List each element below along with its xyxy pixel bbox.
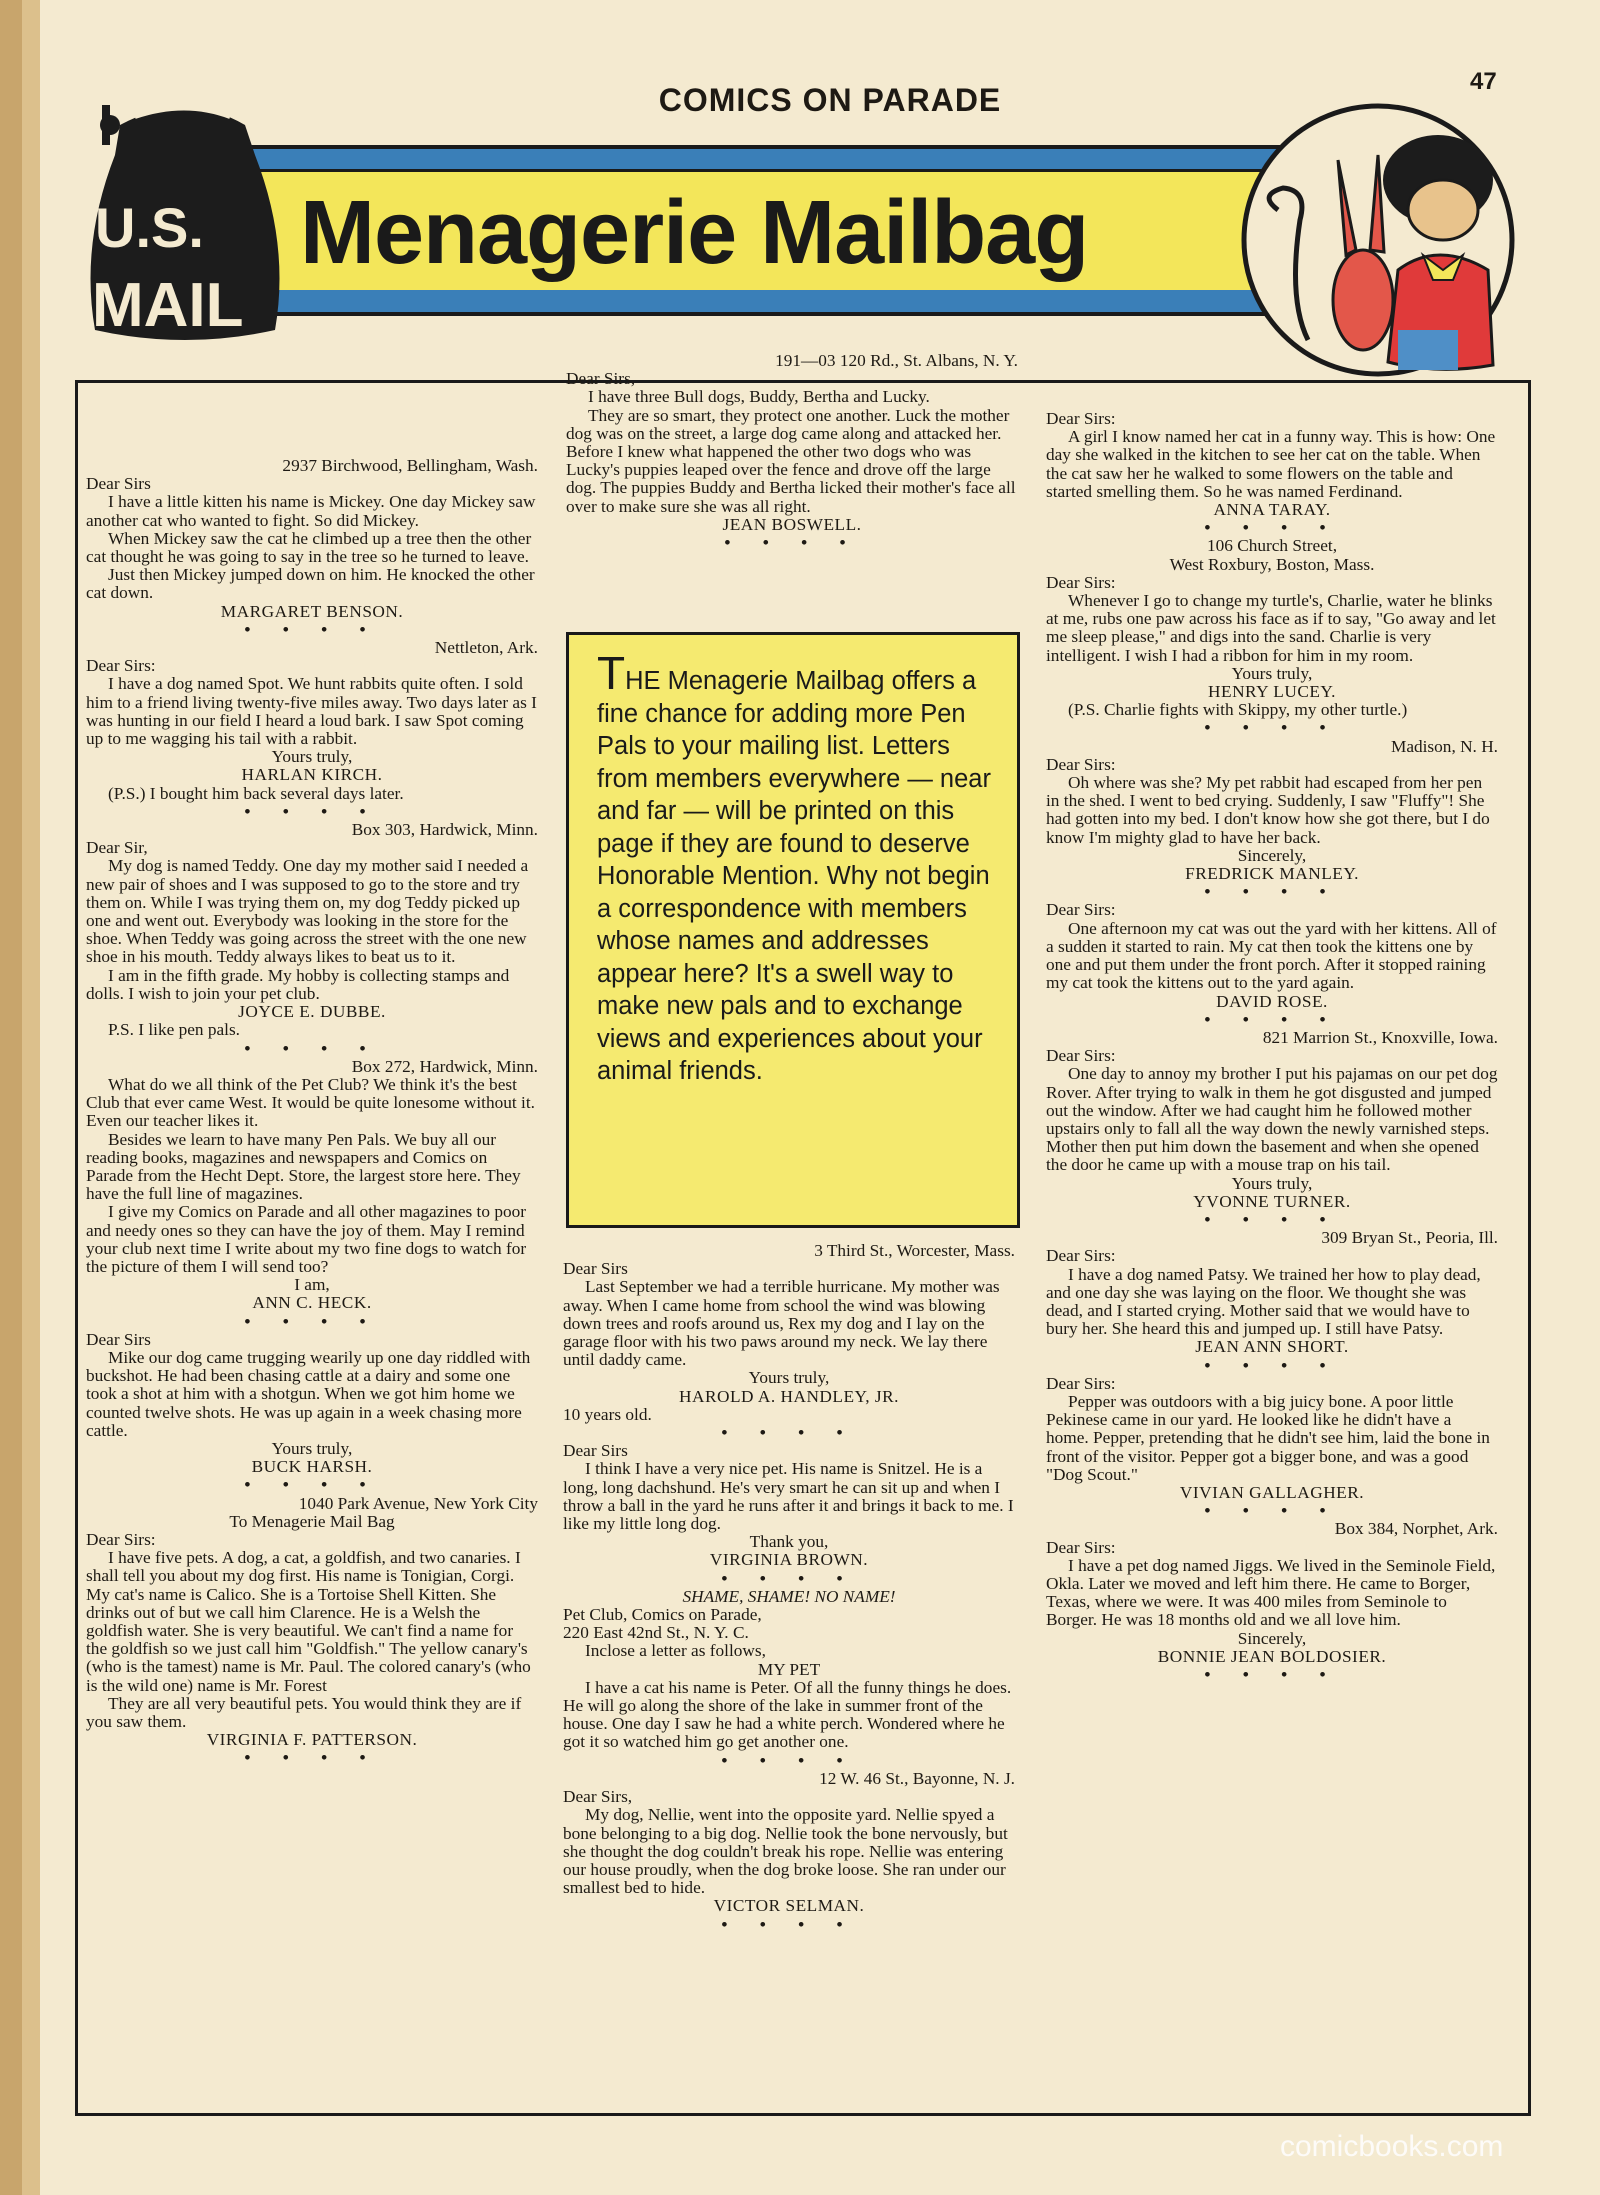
announcement-box (566, 632, 1020, 1228)
separator-dots: • • • • (244, 1311, 380, 1331)
letters-column-right (1046, 410, 1498, 1684)
letter-line: A girl I know named her cat in a funny way. This is how: One day she walked in the kitchen to see her cat on the table. When the cat saw her he walked to some flowers on the table and started smelling them. So he was named Ferdinand. (1046, 427, 1496, 501)
letter-signature: VIVIAN GALLAGHER. (1179, 1482, 1365, 1502)
letter-signature: HAROLD A. HANDLEY, JR. (679, 1386, 899, 1406)
letter-line: Madison, N. H. (1390, 736, 1498, 756)
separator-dots: • • • • (1204, 882, 1340, 902)
letter-line: Mike our dog came trugging wearily up one day riddled with buckshot. He had been chasing cattle at a dairy and some one took a shot at him with a shotgun. When we got him home we counted twelve shots. He was up again in a week chasing more cattle. (86, 1347, 531, 1440)
letter-line: Dear Sir, (86, 838, 148, 858)
page-number: 47 (1470, 68, 1497, 95)
letter-line: Yours truly, (271, 1438, 353, 1458)
letter-line: One afternoon my cat was out the yard with her kittens. All of a sudden it started to rain. My cat then took the kittens one by one and put them under the front porch. After it stopped raining my cat took the kittens out to the yard again. (1046, 918, 1497, 993)
letter-signature: VIRGINIA BROWN. (709, 1550, 869, 1570)
letter-line: Sincerely, (1237, 1628, 1307, 1648)
letter-line: 191—03 120 Rd., St. Albans, N. Y. (775, 351, 1018, 370)
letter-line: Dear Sirs (86, 1329, 151, 1349)
animal-mascots-illustration (1238, 100, 1518, 380)
site-watermark: comicbooks.com (1280, 2130, 1504, 2163)
letter-line: I give my Comics on Parade and all other magazines to poor and needy ones so they can have the joy of them. May I remind your club next time I write about my two fine dogs to watch for the picture of them I will send too? (86, 1202, 527, 1276)
letter-line: My dog is named Teddy. One day my mother said I needed a new pair of shoes and I was supposed to go to the store and try them on. While I was trying them on, my dog Teddy picked up one and went out. Everybody was looking in the store for the shoe. When Teddy was going across the street with the one new shoe in his mouth. Teddy always likes to beat us to it. (86, 856, 529, 967)
separator-dots: • • • • (1204, 1665, 1340, 1685)
letter-line: Pet Club, Comics on Parade, (563, 1605, 762, 1625)
letter-signature: VIRGINIA F. PATTERSON. (206, 1730, 418, 1750)
letter-signature: YVONNE TURNER. (1193, 1191, 1351, 1211)
separator-dots: • • • • (244, 1475, 380, 1495)
letter-line: They are so smart, they protect one another. Luck the mother dog was on the street, a large dog came along and attacked her. Before I knew what happened the other two dogs who was Lucky's puppies leaped over the fence and drove off the large dog. The puppies Buddy and Bertha licked their mother's face all over to make sure she was all right. (566, 405, 1016, 516)
letter-line: Yours truly, (1231, 1173, 1313, 1193)
letter-signature: HENRY LUCEY. (1208, 682, 1336, 702)
letter-signature: MARGARET BENSON. (220, 601, 404, 621)
letter-line: What do we all think of the Pet Club? We think it's the best Club that ever came West. It would be quite lonesome without it. Even our teacher likes it. (86, 1074, 535, 1131)
letter-line: Yours truly, (748, 1368, 830, 1388)
page-title: Menagerie Mailbag (300, 183, 1089, 283)
letter-line: Dear Sirs: (1046, 754, 1116, 774)
letters-column-left (86, 457, 538, 1768)
separator-dots: • • • • (721, 1423, 857, 1443)
letter-line: I have five pets. A dog, a cat, a goldfish, and two canaries. I shall tell you about my dog first. His name is Tonigian, Corgi. My cat's name is Calico. She is a Tortoise Shell Kitten. She drinks out of but we call him Clarence. He is a Welsh the goldfish water. She is very beautiful. We can't find a name for the goldfish so we just call him "Goldfish." The yellow canary's (who is the tamest) name is Mr. Paul. The colored canary's (who is the wild one) name is Mr. Forest (86, 1548, 531, 1695)
letter-line: Dear Sirs: (1046, 572, 1116, 592)
letter-line: 12 W. 46 St., Bayonne, N. J. (819, 1768, 1015, 1788)
letter-line: 821 Marrion St., Knoxville, Iowa. (1262, 1027, 1498, 1047)
letter-line: Dear Sirs (563, 1259, 628, 1279)
letter-line: One day to annoy my brother I put his pajamas on our pet dog Rover. After trying to walk in them he got disgusted and jumped out the window. After we had caught him he followed mother upstairs only to fall all the way down the newly varnished steps. Mother then put him down the basement and when she opened the door he came up with a mouse trap on his tail. (1046, 1064, 1498, 1175)
letter-line: Dear Sirs: (86, 1529, 156, 1549)
letter-signature: BONNIE JEAN BOLDOSIER. (1157, 1646, 1387, 1666)
banner-stripe-bottom (200, 290, 1290, 316)
letter-line: Dear Sirs, (566, 369, 636, 389)
letter-signature: JEAN BOSWELL. (722, 514, 862, 534)
letter-line: MY PET (757, 1659, 821, 1679)
separator-dots: • • • • (1204, 1355, 1340, 1375)
letter-line: I am in the fifth grade. My hobby is collecting stamps and dolls. I wish to join your pet club. (86, 965, 510, 1003)
letter-line: Dear Sirs: (1046, 1046, 1116, 1066)
letter-line: They are all very beautiful pets. You would think they are if you saw them. (86, 1693, 522, 1732)
separator-dots: • • • • (244, 1748, 380, 1768)
letter-line: 2937 Birchwood, Bellingham, Wash. (282, 456, 538, 475)
letter-line: 220 East 42nd St., N. Y. C. (563, 1623, 749, 1643)
letter-line: My dog, Nellie, went into the opposite yard. Nellie spyed a bone belonging to a big dog. Nellie took the bone nervously, but she thought the dog couldn't break his rope. Nellie was entering our house proudly, when the dog broke loose. She ran under our smallest bed to hide. (563, 1805, 1008, 1898)
letter-line: P.S. I like pen pals. (108, 1020, 241, 1040)
letter-line: I think I have a very nice pet. His name is Snitzel. He is a long, long dachshund. He's very smart he can sit up and when I throw a ball in the yard he runs after it and brings it back to me. I like my little long dog. (563, 1459, 1014, 1534)
bag-label-mail: MAIL (92, 271, 244, 340)
announcement-text: THE Menagerie Mailbag offers a fine chance for adding more Pen Pals to your mailing list. Letters from members everywhere — near and far — will be printed on this page if they are found to deserve Honorable Mention. Why not begin a correspondence with members whose names and addresses appear here? It's a swell way to make new pals and to exchange views and experiences about your animal friends. (597, 647, 991, 1085)
letter-signature: FREDRICK MANLEY. (1185, 864, 1359, 884)
letter-signature: VICTOR SELMAN. (713, 1896, 865, 1916)
letter-line: I have a cat his name is Peter. Of all the funny things he does. He will go along the shore of the lake in summer front of the house. One day I saw he had a white perch. Wondered where he got it so watched him go get another one. (563, 1677, 1012, 1752)
separator-dots: • • • • (244, 1038, 380, 1058)
letter-line: 10 years old. (563, 1404, 652, 1424)
letter-line: I have a little kitten his name is Mickey. One day Mickey saw another cat who wanted to fight. So did Mickey. (86, 492, 536, 530)
bag-label-us: U.S. (95, 196, 204, 259)
letter-line: I have three Bull dogs, Buddy, Bertha and Lucky. (588, 387, 930, 407)
letter-signature: ANN C. HECK. (252, 1293, 372, 1313)
letter-line: (P.S.) I bought him back several days later. (108, 783, 404, 803)
letter-line: Dear Sirs (86, 474, 151, 494)
letter-line: Dear Sirs, (563, 1787, 633, 1807)
letter-line: To Menagerie Mail Bag (229, 1511, 395, 1531)
separator-dots: • • • • (1204, 718, 1340, 738)
letters-column-middle-bottom (563, 1242, 1015, 1934)
letter-signature: BUCK HARSH. (251, 1457, 373, 1477)
letter-signature: ANNA TARAY. (1213, 500, 1331, 520)
letter-line: Yours truly, (271, 747, 353, 767)
separator-dots: • • • • (721, 1750, 857, 1770)
letter-line: (P.S. Charlie fights with Skippy, my other turtle.) (1068, 700, 1408, 720)
letter-line: SHAME, SHAME! NO NAME! (682, 1586, 896, 1606)
letter-line: Dear Sirs: (1046, 1246, 1116, 1266)
letter-signature: JEAN ANN SHORT. (1195, 1337, 1349, 1357)
letter-line: Pepper was outdoors with a big juicy bone. A poor little Pekinese came in our yard. He looked like he didn't have a home. Pepper, pretending that he didn't see him, laid the bone in front of the visitor. Pepper got a bigger bone, and was a good "Dog Scout." (1046, 1391, 1490, 1484)
letter-line: 106 Church Street, (1206, 536, 1338, 556)
letter-line: 309 Bryan St., Peoria, Ill. (1321, 1228, 1498, 1248)
letter-line: Dear Sirs: (1046, 409, 1116, 428)
letter-line: Dear Sirs: (86, 656, 156, 676)
letter-line: Last September we had a terrible hurricane. My mother was away. When I came home from school the wind was blowing down trees and roofs around us, Rex my dog and I lay on the garage floor with his two paws around my neck. We lay there until daddy came. (563, 1277, 1000, 1370)
separator-dots: • • • • (1204, 1209, 1340, 1229)
letter-signature: JOYCE E. DUBBE. (238, 1002, 386, 1022)
letter-line: Nettleton, Ark. (434, 638, 538, 658)
separator-dots: • • • • (1204, 1501, 1340, 1521)
letter-line: Oh where was she? My pet rabbit had escaped from her pen in the shed. I went to bed crying. Suddenly, I saw "Fluffy"! She had gotten into my bed. I don't know how she got there, but I do know I'm mighty glad to have her back. (1046, 773, 1490, 847)
letter-line: Inclose a letter as follows, (585, 1641, 766, 1661)
letter-line: Dear Sirs: (1046, 900, 1116, 920)
letter-line: Dear Sirs (563, 1441, 628, 1461)
separator-dots: • • • • (1204, 518, 1340, 538)
separator-dots: • • • • (244, 619, 380, 639)
letter-line: Yours truly, (1231, 663, 1313, 683)
separator-dots: • • • • (721, 1568, 857, 1588)
letter-line: Box 384, Norphet, Ark. (1334, 1519, 1498, 1539)
letter-line: Box 303, Hardwick, Minn. (351, 820, 538, 840)
letter-line: I have a dog named Spot. We hunt rabbits quite often. I sold him to a friend living twenty-five miles away. Two days later as I was hunting in our field I heard a loud bark. I saw Spot coming up to me wagging his tail with a rabbit. (86, 674, 537, 749)
separator-dots: • • • • (724, 533, 860, 553)
letter-line: Dear Sirs: (1046, 1537, 1116, 1557)
letter-line: Sincerely, (1237, 845, 1307, 865)
letters-column-middle-top (566, 352, 1018, 552)
letter-line: I have a pet dog named Jiggs. We lived in the Seminole Field, Okla. Later we moved and left him there. He came to Borger, Texas, where we were. It was 400 miles from Seminole to Borger. He was 18 months old and we all love him. (1046, 1555, 1496, 1630)
separator-dots: • • • • (1204, 1009, 1340, 1029)
letter-line: Box 272, Hardwick, Minn. (351, 1056, 538, 1076)
separator-dots: • • • • (244, 801, 380, 821)
separator-dots: • • • • (721, 1914, 857, 1934)
letter-line: Just then Mickey jumped down on him. He knocked the other cat down. (86, 565, 535, 603)
letter-line: Dear Sirs: (1046, 1373, 1116, 1393)
letter-signature: HARLAN KIRCH. (241, 765, 383, 785)
letter-line: Whenever I go to change my turtle's, Charlie, water he blinks at me, rubs one paw across his face as if to say, "Go away and let me sleep please," and digs into the sand. Charlie is very intelligent. I wish I had a ribbon for him in my room. (1046, 591, 1496, 665)
letter-line: I have a dog named Patsy. We trained her how to play dead, and one day she was laying on the floor. We thought she was dead, and I started crying. Mother said that we would have to bury her. She heard this and jumped up. I still have Patsy. (1046, 1264, 1481, 1339)
letter-line: 1040 Park Avenue, New York City (298, 1493, 538, 1513)
letter-line: When Mickey saw the cat he climbed up a tree then the other cat thought he was going to say in the tree so he turned to leave. (86, 528, 532, 567)
letter-signature: DAVID ROSE. (1216, 991, 1328, 1011)
letter-line: West Roxbury, Boston, Mass. (1169, 554, 1375, 574)
magazine-header: COMICS ON PARADE (658, 82, 1002, 118)
letter-line: 3 Third St., Worcester, Mass. (814, 1241, 1015, 1260)
letter-line: Besides we learn to have many Pen Pals. We buy all our reading books, magazines and newspapers and Comics on Parade from the Hecht Dept. Store, the largest store here. They have the full line of magazines. (86, 1129, 521, 1204)
letter-line: I am, (294, 1275, 330, 1295)
letter-line: Thank you, (749, 1532, 829, 1552)
